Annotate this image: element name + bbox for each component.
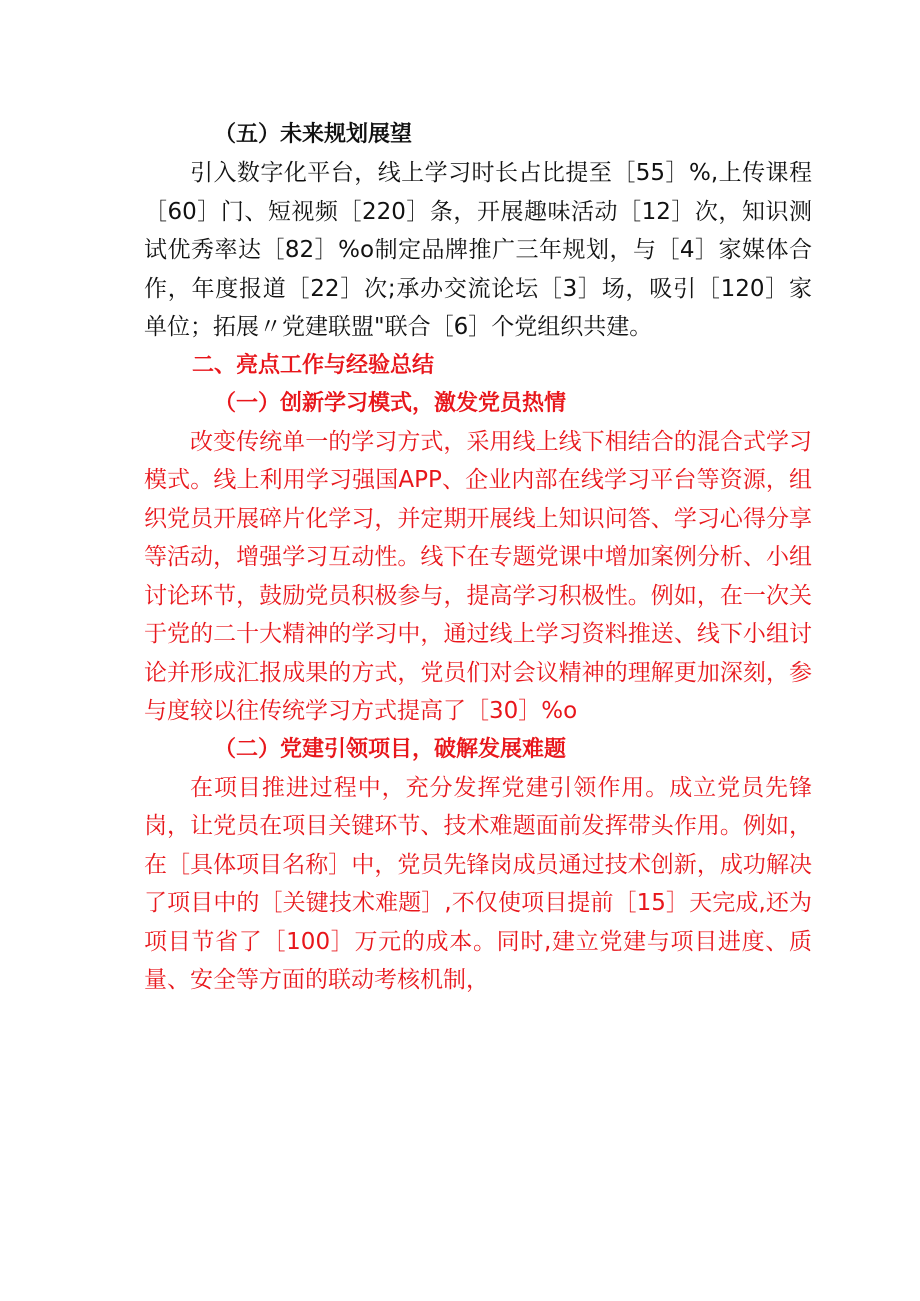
subsection2-paragraph: 在项目推进过程中，充分发挥党建引领作用。成立党员先锋岗，让党员在项目关键环节、技术难题面前发挥带头作用。例如，在［具体项目名称］中，党员先锋岗成员通过技术创新，成功解决了项目中的［关键技术难题］,不仅使项目提前［15］天完成,还为项目节省了［100］万元的成本。同时,建立党建与项目进度、质量、安全等方面的联动考核机制，: [144, 774, 812, 993]
subsection2-heading: （二）党建引领项目，破解发展难题: [214, 736, 567, 762]
section5-heading: （五）未来规划展望: [214, 122, 413, 147]
subsection1-heading: （一）创新学习模式，激发党员热情: [214, 390, 567, 416]
subsection1-paragraph: 改变传统单一的学习方式，采用线上线下相结合的混合式学习模式。线上利用学习强国APP、企业内部在线学习平台等资源，组织党员开展碎片化学习，并定期开展线上知识问答、学习心得分享等活动，增强学习互动性。线下在专题党课中增加案例分析、小组讨论环节，鼓励党员积极参与，提高学习积极性。例如，在一次关于党的二十大精神的学习中，通过线上学习资料推送、线下小组讨论并形成汇报成果的方式，党员们对会议精神的理解更加深刻，参与度较以往传统学习方式提高了［30］%o: [144, 428, 812, 724]
chapter2-heading: 二、亮点工作与经验总结: [192, 352, 435, 378]
document-page: [144, 116, 812, 1000]
section5-paragraph: 引入数字化平台，线上学习时长占比提至［55］%,上传课程［60］门、短视频［220］条，开展趣味活动［12］次，知识测试优秀率达［82］%o制定品牌推广三年规划，与［4］家媒体合作，年度报道［22］次;承办交流论坛［3］场，吸引［120］家单位；拓展〃党建联盟"联合［6］个党组织共建。: [144, 160, 812, 340]
